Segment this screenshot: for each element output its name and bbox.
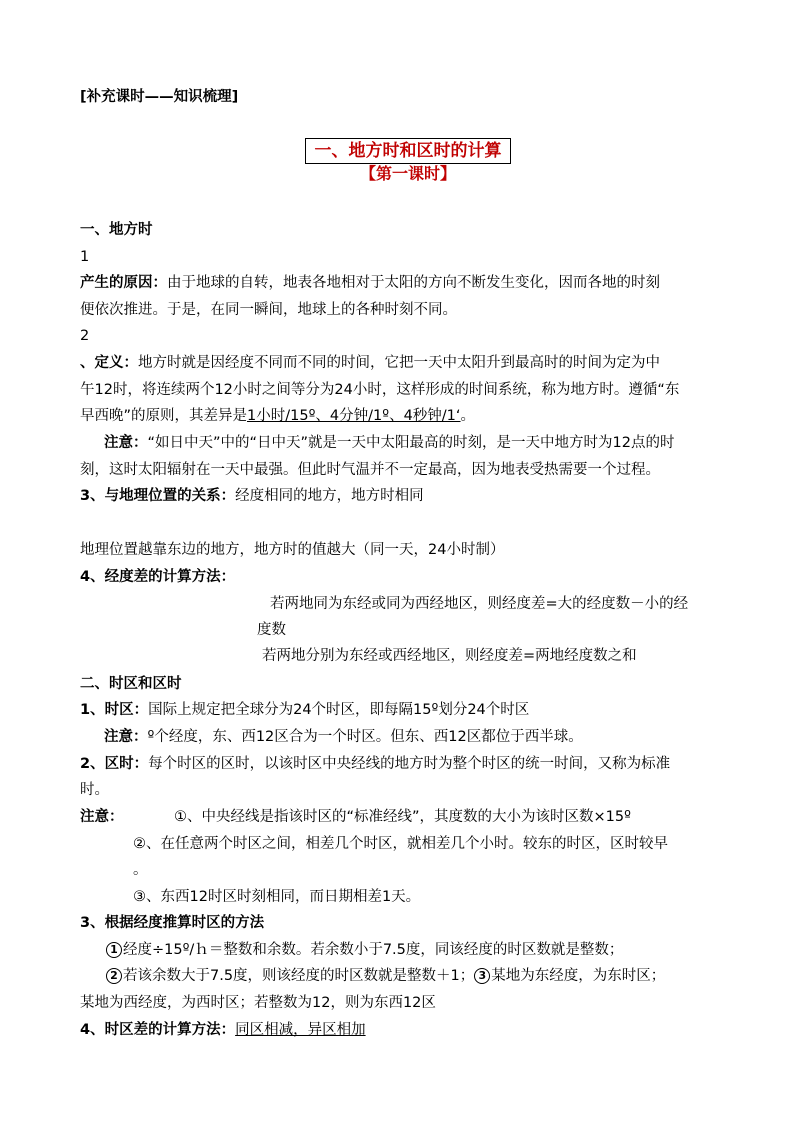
longitude-diff-label: 4、经度差的计算方法：	[80, 569, 236, 585]
definition-line-1	[80, 353, 660, 373]
cause-line-1	[80, 273, 660, 293]
method-step-1-text: 经度÷15º/ｈ＝整数和余数。若余数小于7.5度，同该经度的时区数就是整数；	[123, 942, 624, 958]
note-label: 注意：	[104, 435, 148, 451]
longitude-rule-1a: 若两地同为东经或同为西经地区，则经度差=大的经度数－小的经	[270, 596, 689, 612]
zone-time-line-1	[80, 754, 670, 774]
longitude-rule-2: 若两地分别为东经或西经地区，则经度差=两地经度数之和	[262, 648, 637, 664]
note-line-1	[104, 433, 675, 453]
zone-note-1: ①、中央经线是指该时区的“标准经线”，其度数的大小为该时区数×15º	[174, 809, 631, 825]
time-zone-text: 国际上规定把全球分为24个时区，即每隔15º划分24个时区	[148, 702, 530, 718]
definition-text-1: 地方时就是因经度不同而不同的时间，它把一天中太阳升到最高时的时间为定为中	[138, 355, 660, 371]
definition-label: 、定义：	[80, 355, 138, 371]
method-step-3b: 某地为西经度，为西时区；若整数为12，则为东西12区	[80, 995, 436, 1011]
note-line-2: 刻，这时太阳辐射在一天中最强。但此时气温并不一定最高，因为地表受热需要一个过程。	[80, 462, 660, 478]
method-step-1	[106, 940, 623, 960]
cause-text-1: 由于地球的自转，地表各地相对于太阳的方向不断发生变化，因而各地的时刻	[167, 275, 660, 291]
time-zone-line	[80, 700, 529, 720]
time-zone-note-text: º个经度，东、西12区合为一个时区。但东、西12区都位于西半球。	[147, 729, 583, 745]
zone-time-text-1: 每个时区的区时，以该时区中央经线的地方时为整个时区的统一时间，又称为标准	[148, 756, 671, 772]
longitude-to-zone-label: 3、根据经度推算时区的方法	[80, 915, 265, 931]
page-title: 一、地方时和区时的计算	[305, 138, 511, 164]
method-step-2	[106, 966, 665, 986]
zone-note-2a: ②、在任意两个时区之间，相差几个时区，就相差几个小时。较东的时区，区时较早	[133, 836, 668, 852]
cause-label: 产生的原因：	[80, 275, 167, 291]
definition-line-3	[80, 406, 475, 426]
zone-note-3: ③、东西12时区时刻相同，而日期相差1天。	[133, 889, 421, 905]
definition-line-2: 午12时，将连续两个12小时之间等分为24小时，这样形成的时间系统，称为地方时。遵循“东	[80, 382, 680, 398]
item-number-2: 2	[80, 328, 90, 344]
circled-number-3: 3	[474, 968, 490, 984]
zone-time-line-2: 时。	[80, 782, 109, 798]
definition-text-3a: 早西晚”的原则，其差异是	[80, 408, 248, 424]
zone-diff-line	[80, 1020, 366, 1040]
zone-note-2b: 。	[133, 862, 148, 878]
circled-number-2: 2	[106, 968, 122, 984]
zone-diff-label: 4、时区差的计算方法：	[80, 1022, 236, 1038]
supplement-lesson-label: [补充课时——知识梳理]	[80, 89, 239, 105]
time-zone-label: 1、时区：	[80, 702, 149, 718]
location-relation-label: 3、与地理位置的关系：	[80, 488, 236, 504]
lesson-subtitle: 【第一课时】	[359, 164, 456, 183]
note-text-1: “如日中天”中的“日中天”就是一天中太阳最高的时刻，是一天中地方时为12点的时	[147, 435, 675, 451]
section-1-heading: 一、地方时	[80, 222, 153, 238]
time-difference-rule: 1小时/15º、4分钟/1º、4秒钟/1‘	[247, 408, 461, 424]
longitude-rule-1b: 度数	[257, 622, 286, 638]
location-relation-text: 经度相同的地方，地方时相同	[235, 488, 424, 504]
time-zone-note-label: 注意：	[104, 729, 148, 745]
item-number-1: 1	[80, 249, 90, 265]
zone-diff-rule: 同区相减，异区相加	[235, 1022, 366, 1038]
location-relation-text-2: 地理位置越靠东边的地方，地方时的值越大（同一天，24小时制）	[80, 542, 505, 558]
time-zone-note	[104, 727, 583, 747]
method-step-3-text: 某地为东经度，为东时区；	[491, 968, 666, 984]
circled-number-1: 1	[106, 942, 122, 958]
cause-line-2: 便依次推进。于是，在同一瞬间，地球上的各种时刻不同。	[80, 302, 457, 318]
zone-time-label: 2、区时：	[80, 756, 149, 772]
location-relation-line	[80, 486, 424, 506]
method-step-2-text: 若该余数大于7.5度，则该经度的时区数就是整数＋1；	[123, 968, 475, 984]
zone-note-label: 注意：	[80, 809, 124, 825]
section-2-heading: 二、时区和区时	[80, 676, 182, 692]
definition-text-3b: 。	[460, 408, 476, 424]
